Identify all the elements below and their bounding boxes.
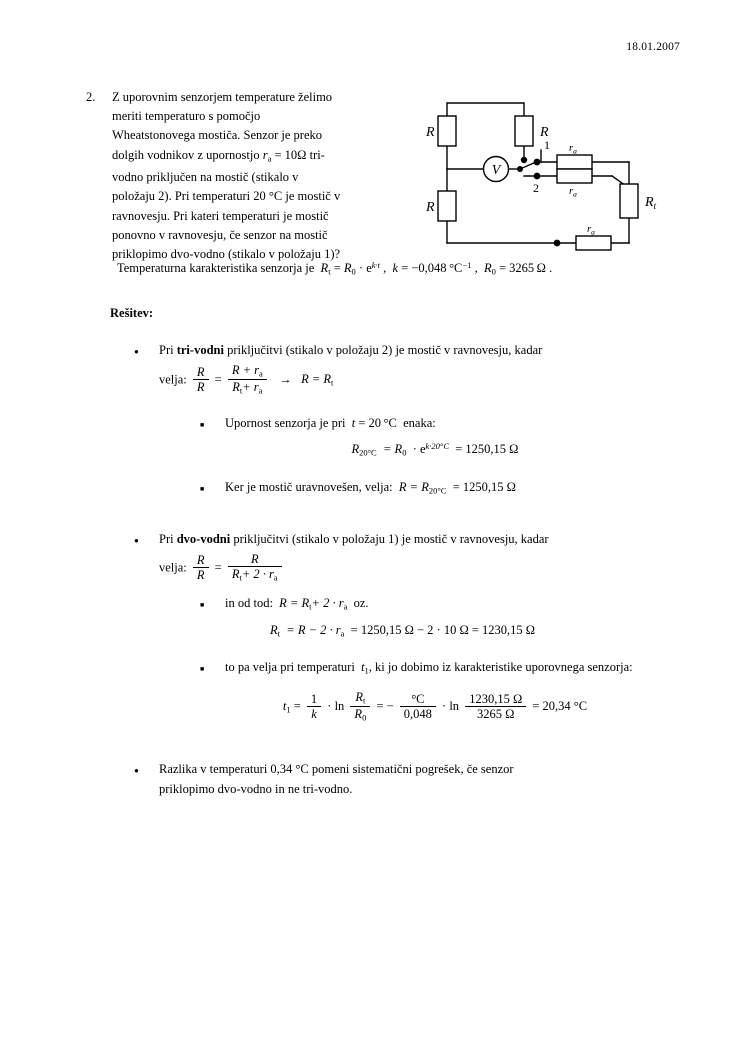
problem-line-4	[112, 146, 406, 169]
contact-dot-1	[534, 159, 541, 166]
resistor-top-right-body	[515, 116, 533, 146]
conclusion-line-2: priklopimo dvo-vodno in ne tri-vodno.	[159, 781, 353, 796]
tri-vodni-equation-row: velja: $\frac{R}{R}$ = $\frac{R + r_a}{R_t+ r_a}$ → $R = R_t$	[159, 362, 334, 396]
problem-line-2: meriti temperaturo s pomočjo	[112, 109, 261, 124]
upornost-label: Upornost senzorja je pri	[225, 416, 346, 430]
lead-ra-bottom-body	[576, 236, 611, 250]
node-dot-bottom	[554, 240, 561, 247]
frac-degc-over-0048	[400, 692, 436, 721]
rt-lhs-sub: t	[277, 628, 281, 639]
switch-position-2-label: 2	[533, 181, 539, 195]
problem-line-9: priklopimo dvo-vodno (stikalo v položaju 1)?	[112, 247, 341, 261]
frac2-rhs	[228, 552, 282, 583]
ra-inline-value: $r_a = 10\Omega$	[262, 147, 307, 163]
problem-number: 2.	[86, 90, 96, 104]
sub-bullet-uravnovesen-text	[225, 478, 670, 501]
sub-bullet-marker	[200, 658, 225, 680]
bullet-marker	[134, 760, 159, 781]
bullet-dvo-vodni-text	[159, 530, 674, 550]
solution-heading: Rešitev:	[110, 306, 154, 320]
in-od-tod-label: in od tod:	[225, 596, 273, 610]
frac1-num: 1	[310, 692, 318, 707]
junction-dots	[517, 157, 560, 247]
frac-1-over-k	[307, 692, 321, 721]
problem-line-6: položaju 2). Pri temperaturi 20 °C je mostič v	[112, 189, 341, 204]
sub-bullet-upornost	[200, 414, 670, 458]
sub-bullet-temperatura-t1	[200, 658, 670, 724]
conclusion-line-1: Razlika v temperaturi 0,34 °C pomeni sistematični pogrešek, če senzor	[159, 762, 514, 776]
problem-statement	[86, 88, 406, 264]
equation-t1	[200, 691, 670, 724]
r20-value: = 1250,15 Ω	[455, 442, 519, 457]
sub-bullet-in-od-tod-text	[225, 594, 670, 617]
tri-vodni-result: $R = R_t$	[301, 371, 334, 388]
equation-r-equals-r20: $R = R_{20^\circ C} = 1250,15$ Ω	[398, 480, 516, 496]
t1-symbol: $t_1$	[361, 660, 369, 676]
dvo-vodni-post: priključitvi (stikalo v položaju 1) je mostič v ravnovesju, kadar	[230, 532, 549, 546]
frac2n: $R_t$	[355, 690, 366, 706]
dvo-vodni-pre: Pri	[159, 532, 177, 546]
bullet-tri-vodni	[134, 341, 674, 396]
characteristic-intro: Temperaturna karakteristika senzorja je	[117, 260, 315, 275]
rt-mid: = $R - 2 \cdot r_a$	[286, 622, 345, 639]
problem-line-4-text: dolgih vodnikov z upornostjo	[112, 147, 260, 162]
r20-lhs-sub: 20°C	[359, 447, 377, 458]
frac-lhs-den: R	[193, 379, 209, 394]
node-dot-right-arm	[521, 157, 527, 163]
switch-common-dot	[517, 166, 523, 172]
bullet-marker	[134, 341, 159, 362]
frac2-lhs-den: R	[193, 567, 209, 582]
sensor-rt-label: $R_t$	[645, 195, 657, 211]
frac-rhs	[228, 363, 267, 396]
lead-ra-bottom-label: $r_a$	[587, 224, 595, 237]
bullet-tri-vodni-text	[159, 341, 674, 361]
lead-ra-lower-body	[557, 169, 592, 183]
oz-label: oz.	[353, 596, 369, 610]
velja-label: velja:	[159, 559, 187, 574]
t1-intro: to pa velja pri temperaturi	[225, 660, 355, 674]
lead-ra-lower-label: $r_a$	[569, 186, 577, 199]
frac-1230-over-3265	[465, 692, 526, 721]
frac-rhs-num: $R + r_a$	[231, 362, 263, 379]
frac-lhs-num: R	[196, 364, 205, 379]
t1-eq-lhs-sub: 1	[286, 704, 291, 715]
lead-ra-upper-label: $r_a$	[569, 143, 577, 156]
problem-line-7: ravnovesju. Pri kateri temperaturi je mostič	[112, 208, 329, 223]
sub-bullet-upornost-text	[225, 414, 670, 434]
frac3-den: 0,048	[400, 706, 436, 721]
tri-vodni-pre: Pri	[159, 343, 177, 357]
sub-bullet-uravnovesen	[200, 478, 670, 501]
frac2-lhs	[193, 553, 209, 582]
arrow-symbol: →	[279, 371, 292, 386]
r0-value: $R_0 = 3265$ Ω	[483, 260, 550, 277]
circuit-svg	[424, 88, 674, 263]
sub-bullet-marker	[200, 594, 225, 616]
resistor-bottom-left-body	[438, 191, 456, 221]
frac2-lhs-num: R	[196, 552, 205, 567]
r20-lhs: R	[351, 442, 360, 457]
sub-bullet-t1-text	[225, 658, 670, 681]
r20-exp: · $e^{k\cdot 20^\circ C}$	[412, 441, 449, 457]
t1-result: = 20,34 °C	[532, 699, 588, 714]
rt-value: = 1250,15 Ω − 2 · 10 Ω = 1230,15 Ω	[350, 622, 536, 637]
frac2d: $R_0$	[350, 706, 370, 723]
t-equals-20: t = 20 °C	[351, 416, 397, 430]
tri-vodni-bold: tri-vodni	[176, 343, 224, 357]
uravnovesen-label: Ker je mostič uravnovešen, velja:	[225, 480, 393, 494]
equation-r20c	[200, 442, 670, 458]
resistor-top-left-body	[438, 116, 456, 146]
frac-rhs-den: $R_t+ r_a$	[228, 379, 267, 396]
frac-lhs	[193, 365, 209, 394]
frac-rt-over-r0	[350, 690, 370, 723]
bullet-conclusion	[134, 760, 674, 799]
t1-intro-line2: uporovnega senzorja:	[525, 660, 633, 674]
ln-symbol-2: · ln	[442, 699, 460, 714]
velja-label: velja:	[159, 371, 187, 386]
temperature-characteristic: Temperaturna karakteristika senzorja je $R_t = R_0 \cdot e^{k\cdot t}$ , k = −0,048 $^\circ C^{-1}$ , $R_0 = 3265$ Ω .	[117, 260, 553, 277]
frac3-num: °C	[411, 692, 425, 707]
tri-vodni-post: priključitvi (stikalo v položaju 2) je mostič v ravnovesju, kadar	[223, 343, 543, 357]
wire-top	[447, 103, 524, 116]
r20-mid: = $R_0$	[382, 442, 407, 458]
sub-bullet-in-od-tod	[200, 594, 670, 638]
dvo-vodni-equation-row: velja: $\frac{R}{R}$ = $\frac{R}{R_t+ 2 \cdot r_a}$	[159, 553, 674, 584]
resistor-bottom-left-label: R	[426, 200, 435, 215]
problem-line-8: ponovno v ravnovesju, če senzor na mostič	[112, 227, 328, 242]
frac1-den: k	[307, 706, 321, 721]
contact-dot-2	[534, 173, 541, 180]
resistor-top-right-label: R	[540, 125, 549, 140]
problem-line-3: Wheatstonovega mostiča. Senzor je preko	[112, 128, 322, 143]
equation-rt-numeric	[270, 623, 670, 638]
frac4-den: 3265 Ω	[465, 706, 526, 721]
switch-position-1-label: 1	[544, 138, 550, 152]
problem-line-5: vodno priključen na mostič (stikalo v	[112, 170, 299, 185]
t1-intro-tail: , ki jo dobimo iz karakteristike	[368, 660, 523, 674]
t1-eq-lhs: t	[282, 699, 287, 714]
resistor-top-left-label: R	[426, 125, 435, 140]
problem-line-4-tail: tri-	[309, 147, 325, 162]
bullet-dvo-vodni	[134, 530, 674, 583]
characteristic-equation: $R_t = R_0 \cdot e^{k\cdot t}$	[320, 260, 381, 277]
ln-symbol-1: · ln	[327, 699, 345, 714]
sub-bullet-marker	[200, 414, 225, 436]
upornost-tail: enaka:	[403, 416, 436, 430]
t1-eq-sign: =	[293, 699, 301, 714]
lead-ra-upper-body	[557, 155, 592, 169]
t1-eq-sign-2: = −	[376, 699, 394, 714]
rt-lhs: R	[270, 622, 278, 637]
equation-r-eq-rt: $R = R_t+ 2 \cdot r_a$	[279, 596, 348, 612]
dvo-vodni-bold: dvo-vodni	[176, 532, 231, 546]
conclusion-text	[159, 760, 674, 799]
problem-line-1: Z uporovnim senzorjem temperature želimo	[112, 90, 333, 104]
frac2-rhs-num: R	[250, 551, 259, 566]
sensor-rt-body	[620, 184, 638, 218]
sub-bullet-marker	[200, 478, 225, 500]
k-value: k = −0,048 $^\circ C^{-1}$	[392, 260, 472, 275]
frac2-rhs-den: $R_t+ 2 \cdot r_a$	[228, 566, 282, 583]
bullet-marker	[134, 530, 159, 551]
voltmeter-label: V	[491, 163, 501, 178]
frac4-num: 1230,15 Ω	[469, 692, 523, 707]
wheatstone-bridge-circuit-diagram	[424, 88, 674, 263]
document-date: 18.01.2007	[626, 41, 680, 53]
